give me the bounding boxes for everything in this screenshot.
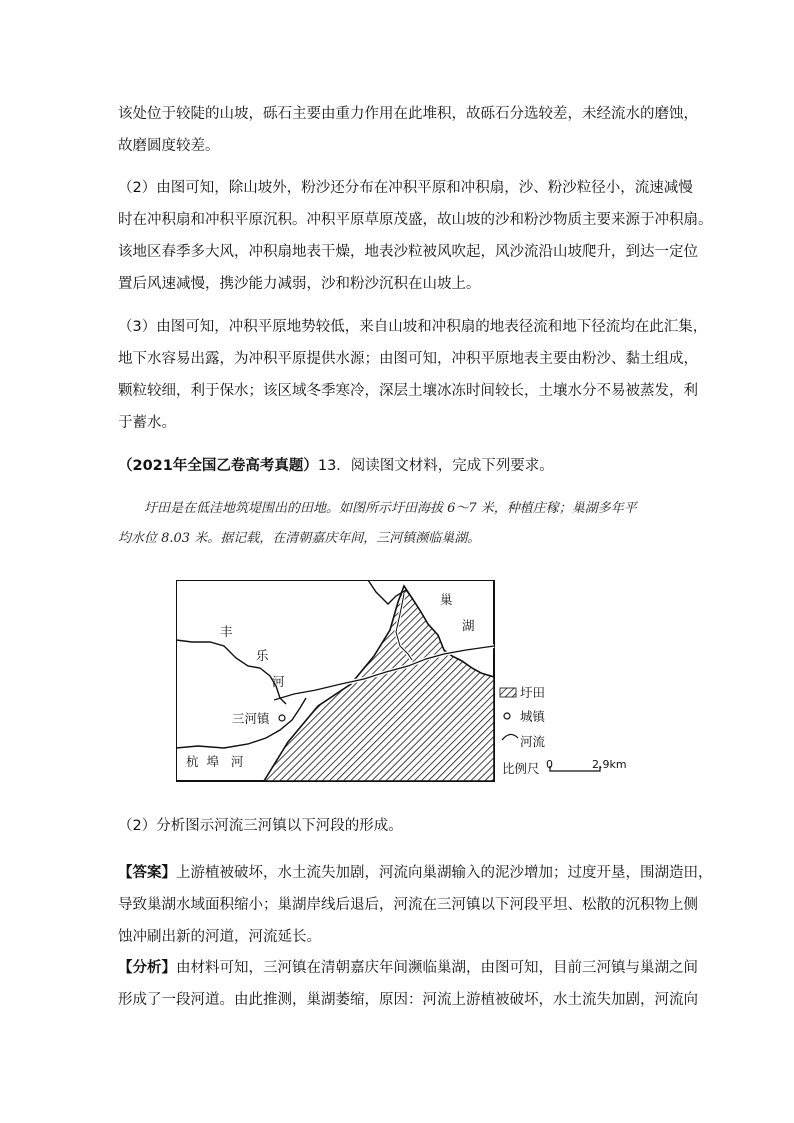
- legend-river-label: 河流: [520, 734, 546, 749]
- text-line: 该处位于较陡的山坡，砾石主要由重力作用在此堆积，故砾石分选较差，未经流水的磨蚀，: [118, 106, 698, 122]
- legend-polder-label: 圩田: [520, 685, 546, 700]
- text-line: 置后风速减慢，携沙能力减弱，沙和粉沙沉积在山坡上。: [118, 276, 481, 292]
- analysis-text: 由材料可知，三河镇在清朝嘉庆年间濒临巢湖，由图可知，目前三河镇与巢湖之间: [176, 960, 698, 976]
- legend-town-label: 城镇: [520, 709, 546, 724]
- fengle-label-1: 丰: [220, 624, 233, 639]
- answer-part1: [118, 98, 698, 162]
- text-line: （2）由图可知，除山坡外，粉沙还分布在冲积平原和冲积扇，沙、粉沙粒径小，流速减慢: [118, 180, 693, 196]
- scale-label: 比例尺: [502, 761, 540, 776]
- analysis-block: [118, 952, 698, 1016]
- answer-part3: [118, 311, 708, 439]
- text-line: 该地区春季多大风，冲积扇地表干燥，地表沙粒被风吹起，风沙流沿山坡爬升，到达一定位: [118, 244, 698, 260]
- answer-line: [118, 857, 713, 889]
- question-13-header: [118, 450, 678, 482]
- question-2: [118, 810, 678, 842]
- lake-label-1: 巢: [440, 592, 453, 607]
- question-text: （2）分析图示河流三河镇以下河段的形成。: [118, 818, 403, 834]
- analysis-line: [118, 952, 698, 984]
- text-line: 时在冲积扇和冲积平原沉积。冲积平原草原茂盛，故山坡的沙和粉沙物质主要来源于冲积扇。: [118, 212, 713, 228]
- analysis-line: 形成了一段河道。由此推测，巢湖萎缩，原因：河流上游植被破坏，水土流失加剧，河流向: [118, 992, 698, 1008]
- text-line: 颗粒较细，利于保水；该区域冬季寒冷，深层土壤冰冻时间较长，土壤水分不易被蒸发，利: [118, 383, 698, 399]
- material-text: [118, 494, 688, 554]
- map-figure: [176, 580, 636, 790]
- text-line: （3）由图可知，冲积平原地势较低，来自山坡和冲积扇的地表径流和地下径流均在此汇集，: [118, 319, 708, 335]
- answer-block: [118, 857, 713, 953]
- legend-polder-swatch: [500, 688, 516, 697]
- fengle-label-2: 乐: [256, 648, 269, 663]
- answer-line: 蚀冲刷出新的河道，河流延长。: [118, 929, 321, 945]
- answer-line: 导致巢湖水域面积缩小；巢湖岸线后退后，河流在三河镇以下河段平坦、松散的沉积物上侧: [118, 897, 698, 913]
- sanhe-town-marker: [279, 715, 285, 721]
- hangbu-label: 杭 埠 河: [186, 754, 244, 769]
- town-label: 三河镇: [232, 711, 270, 726]
- analysis-tag: 【分析】: [118, 960, 176, 976]
- question-line: [118, 450, 678, 482]
- text-line: 故磨圆度较差。: [118, 138, 220, 154]
- legend-town-symbol: [504, 713, 510, 719]
- material-line: 均水位 8.03 米。据记载，在清朝嘉庆年间，三河镇濒临巢湖。: [118, 531, 481, 546]
- lake-label-2: 湖: [462, 618, 475, 633]
- legend-river-symbol: [502, 734, 518, 740]
- fengle-label-3: 河: [272, 674, 285, 689]
- question-stem: 13．阅读图文材料，完成下列要求。: [317, 458, 554, 474]
- answer-text: 上游植被破坏，水土流失加剧，河流向巢湖输入的泥沙增加；过度开垦，围湖造田，: [176, 865, 713, 881]
- material-line: 圩田是在低洼地筑堤围出的田地。如图所示圩田海拔 6～7 米，种植庄稼；巢湖多年平: [144, 501, 637, 516]
- text-line: 于蓄水。: [118, 415, 176, 431]
- scale-end: 2.9km: [592, 758, 627, 771]
- source-tag: （2021年全国乙卷高考真题）: [118, 458, 318, 474]
- answer-part2: [118, 172, 713, 300]
- answer-tag: 【答案】: [118, 865, 176, 881]
- scale-start: 0: [546, 758, 553, 771]
- text-line: 地下水容易出露，为冲积平原提供水源；由图可知，冲积平原地表主要由粉沙、黏土组成，: [118, 351, 698, 367]
